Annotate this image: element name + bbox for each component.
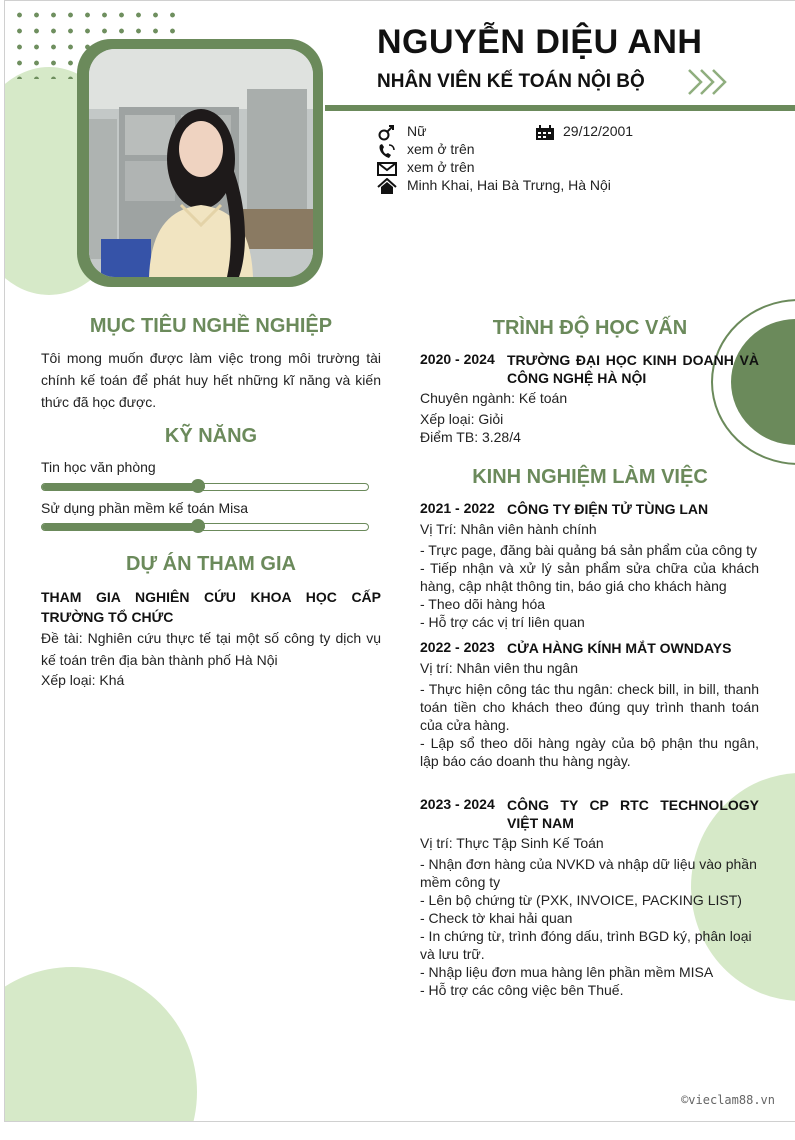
header-divider <box>325 105 795 111</box>
job-position: Vị trí: Thực Tập Sinh Kế Toán <box>420 835 604 851</box>
skill-bar <box>41 483 369 491</box>
job-task: - Trực page, đăng bài quảng bá sản phẩm của công ty <box>420 542 758 558</box>
objective-text: Tôi mong muốn được làm việc trong môi trường tài chính kế toán để phát huy hết những kĩ năng và kiến thức đã học được. <box>41 350 381 410</box>
decor-circle-bottom-left <box>4 967 197 1122</box>
job-years: 2022 - 2023 <box>420 639 495 655</box>
phone-icon <box>377 143 397 159</box>
projects-title: DỰ ÁN THAM GIA <box>126 553 296 575</box>
home-icon <box>377 178 397 194</box>
project-grade: Xếp loại: Khá <box>41 672 125 688</box>
skill-label: Sử dụng phần mềm kế toán Misa <box>41 500 249 516</box>
skills-title: KỸ NĂNG <box>164 425 258 447</box>
gender-icon <box>377 125 397 141</box>
job-task: - Thực hiện công tác thu ngân: check bill, in bill, thanh toán tiền cho khách theo đúng quy trình thanh toán của cửa hàng. <box>420 681 759 733</box>
gender-value: Nữ <box>407 123 427 139</box>
job-task: - Nhập liệu đơn mua hàng lên phần mềm MISA <box>420 964 714 980</box>
job-company: CỬA HÀNG KÍNH MẮT OWNDAYS <box>507 640 732 656</box>
job-years: 2021 - 2022 <box>420 500 495 516</box>
skill-bar <box>41 523 369 531</box>
experience-title: KINH NGHIỆM LÀM VIỆC <box>472 466 708 488</box>
dob-value: 29/12/2001 <box>563 123 634 139</box>
job-company: CÔNG TY CP RTC TECHNOLOGY VIỆT NAM <box>507 797 759 831</box>
job-task: - Hỗ trợ các công việc bên Thuế. <box>420 982 624 998</box>
cv-page <box>4 0 795 1122</box>
education-rank: Xếp loại: Giỏi <box>420 411 504 427</box>
skill-bar-fill <box>42 484 205 490</box>
education-years: 2020 - 2024 <box>420 351 495 367</box>
job-task: - Theo dõi hàng hóa <box>420 596 546 612</box>
job-position: Vị trí: Nhân viên thu ngân <box>420 660 578 676</box>
candidate-role: NHÂN VIÊN KẾ TOÁN NỘI BỘ <box>377 71 645 92</box>
skill-bar-fill <box>42 524 205 530</box>
job-task: - Tiếp nhận và xử lý sản phẩm sửa chữa của khách hàng, cập nhật thông tin, báo giá cho khách hàng <box>420 560 759 594</box>
education-gpa: Điểm TB: 3.28/4 <box>420 429 521 445</box>
watermark: ©vieclam88.vn <box>681 1093 775 1107</box>
email-value: xem ở trên <box>407 159 475 175</box>
profile-photo <box>89 49 313 277</box>
job-task: - Nhận đơn hàng của NVKD và nhập dữ liệu vào phần mềm công ty <box>420 856 757 890</box>
objective-title: MỤC TIÊU NGHỀ NGHIỆP <box>89 315 333 337</box>
job-task: - In chứng từ, trình đóng dấu, trình BGD ký, phân loại và lưu trữ. <box>420 928 752 962</box>
email-icon <box>377 161 397 177</box>
education-school: TRƯỜNG ĐẠI HỌC KINH DOANH VÀ CÔNG NGHỆ HÀ NỘI <box>507 352 759 386</box>
address-value: Minh Khai, Hai Bà Trưng, Hà Nội <box>407 177 611 193</box>
job-task: - Lên bộ chứng từ (PXK, INVOICE, PACKING LIST) <box>420 892 742 908</box>
project-heading: THAM GIA NGHIÊN CỨU KHOA HỌC CẤP TRƯỜNG TỔ CHỨC <box>41 589 381 625</box>
job-position: Vị Trí: Nhân viên hành chính <box>420 521 597 537</box>
skill-bar-knob <box>191 479 205 493</box>
project-topic: Đề tài: Nghiên cứu thực tế tại một số công ty dịch vụ kế toán trên địa bàn thành phố Hà Nội <box>41 630 381 668</box>
education-title: TRÌNH ĐỘ HỌC VẤN <box>492 317 688 339</box>
candidate-name: NGUYỄN DIỆU ANH <box>377 23 703 61</box>
chevrons-icon <box>685 67 729 97</box>
job-company: CÔNG TY ĐIỆN TỬ TÙNG LAN <box>507 501 709 517</box>
job-task: - Check tờ khai hải quan <box>420 910 573 926</box>
job-task: - Hỗ trợ các vị trí liên quan <box>420 614 585 630</box>
phone-value: xem ở trên <box>407 141 475 157</box>
education-major: Chuyên ngành: Kế toán <box>420 390 568 406</box>
skill-bar-knob <box>191 519 205 533</box>
calendar-icon <box>535 125 555 141</box>
job-task: - Lập sổ theo dõi hàng ngày của bộ phận thu ngân, lập báo cáo doanh thu hàng ngày. <box>420 735 759 769</box>
skill-label: Tin học văn phòng <box>41 459 156 475</box>
job-years: 2023 - 2024 <box>420 796 495 812</box>
